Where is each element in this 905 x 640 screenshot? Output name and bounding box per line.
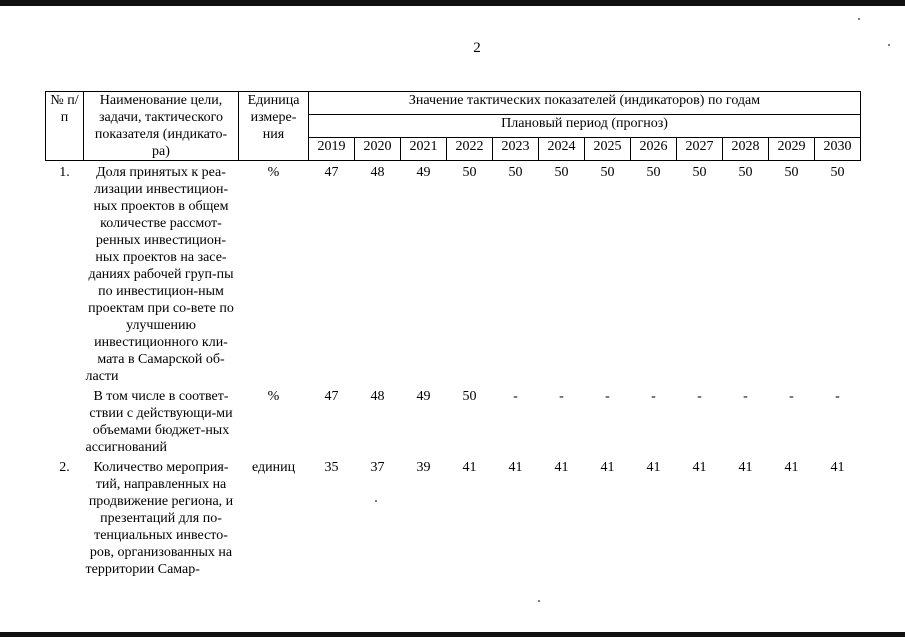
row-number: 2. [59, 460, 70, 475]
header-year: 2029 [769, 138, 815, 161]
year-value: 37 [370, 460, 385, 475]
table-row [46, 456, 861, 578]
indicators-table [45, 91, 861, 578]
indicator-unit: единиц [251, 460, 296, 475]
year-value: 50 [784, 165, 799, 180]
header-num: № п/п [46, 92, 84, 161]
indicator-unit: % [267, 389, 280, 404]
header-year: 2020 [355, 138, 401, 161]
year-value: 47 [324, 165, 339, 180]
header-year: 2027 [677, 138, 723, 161]
header-values-title: Значение тактических показателей (индикаторов) по годам [309, 92, 861, 115]
header-year: 2024 [539, 138, 585, 161]
header-year: 2026 [631, 138, 677, 161]
indicator-unit: % [267, 165, 280, 180]
page-number: 2 [473, 40, 481, 56]
year-value: 50 [554, 165, 569, 180]
table-header [46, 92, 861, 161]
top-border [0, 0, 905, 6]
year-value: - [651, 389, 656, 404]
table-row [46, 161, 861, 386]
year-value: 41 [738, 460, 753, 475]
year-value: 50 [462, 389, 477, 404]
year-value: 41 [646, 460, 661, 475]
year-value: 49 [416, 165, 431, 180]
header-year: 2021 [401, 138, 447, 161]
header-year: 2022 [447, 138, 493, 161]
year-value: 50 [462, 165, 477, 180]
header-year: 2030 [815, 138, 861, 161]
table-row [46, 385, 861, 456]
scan-speck [858, 18, 860, 20]
indicator-name: В том числе в соответ-ствии с действующи-ми объемами бюджет-ных ассигнований [85, 389, 233, 455]
year-value: - [835, 389, 840, 404]
year-value: 39 [416, 460, 431, 475]
year-value: - [559, 389, 564, 404]
scan-speck [538, 600, 540, 602]
year-value: 41 [508, 460, 523, 475]
year-value: 41 [692, 460, 707, 475]
year-value: - [789, 389, 794, 404]
year-value: 50 [738, 165, 753, 180]
header-year: 2019 [309, 138, 355, 161]
year-value: 47 [324, 389, 339, 404]
year-value: 41 [784, 460, 799, 475]
year-value: 50 [646, 165, 661, 180]
scan-speck [888, 44, 890, 46]
year-value: - [697, 389, 702, 404]
year-value: 50 [830, 165, 845, 180]
bottom-border [0, 632, 905, 637]
row-number [46, 385, 84, 456]
header-period: Плановый период (прогноз) [309, 115, 861, 138]
table-body [46, 161, 861, 579]
year-value: - [743, 389, 748, 404]
header-unit: Единица измере-ния [239, 92, 309, 161]
row-number: 1. [59, 165, 70, 180]
indicator-name: Количество мероприя-тий, направленных на продвижение региона, и презентаций для по-тенциальных инвесто-ров, организованных на территории Самар- [85, 460, 234, 577]
header-year: 2023 [493, 138, 539, 161]
year-value: 49 [416, 389, 431, 404]
year-value: - [605, 389, 610, 404]
year-value: 48 [370, 389, 385, 404]
year-value: - [513, 389, 518, 404]
year-value: 41 [600, 460, 615, 475]
year-value: 35 [324, 460, 339, 475]
header-year: 2025 [585, 138, 631, 161]
year-value: 50 [692, 165, 707, 180]
year-value: 41 [554, 460, 569, 475]
year-value: 41 [830, 460, 845, 475]
year-value: 48 [370, 165, 385, 180]
header-year: 2028 [723, 138, 769, 161]
header-name: Наименование цели, задачи, тактического показателя (индикато-ра) [84, 92, 239, 161]
year-value: 41 [462, 460, 477, 475]
year-value: 50 [600, 165, 615, 180]
indicator-name: Доля принятых к реа-лизации инвестицион-ных проектов в общем количестве рассмот-ренных инвестицион-ных проектов на засе-даниях рабочей груп-пы по инвестицион-ным проектам при со-вете по улучшению инвестиционного кли-мата в Самарской об-ласти [85, 165, 234, 384]
year-value: 50 [508, 165, 523, 180]
